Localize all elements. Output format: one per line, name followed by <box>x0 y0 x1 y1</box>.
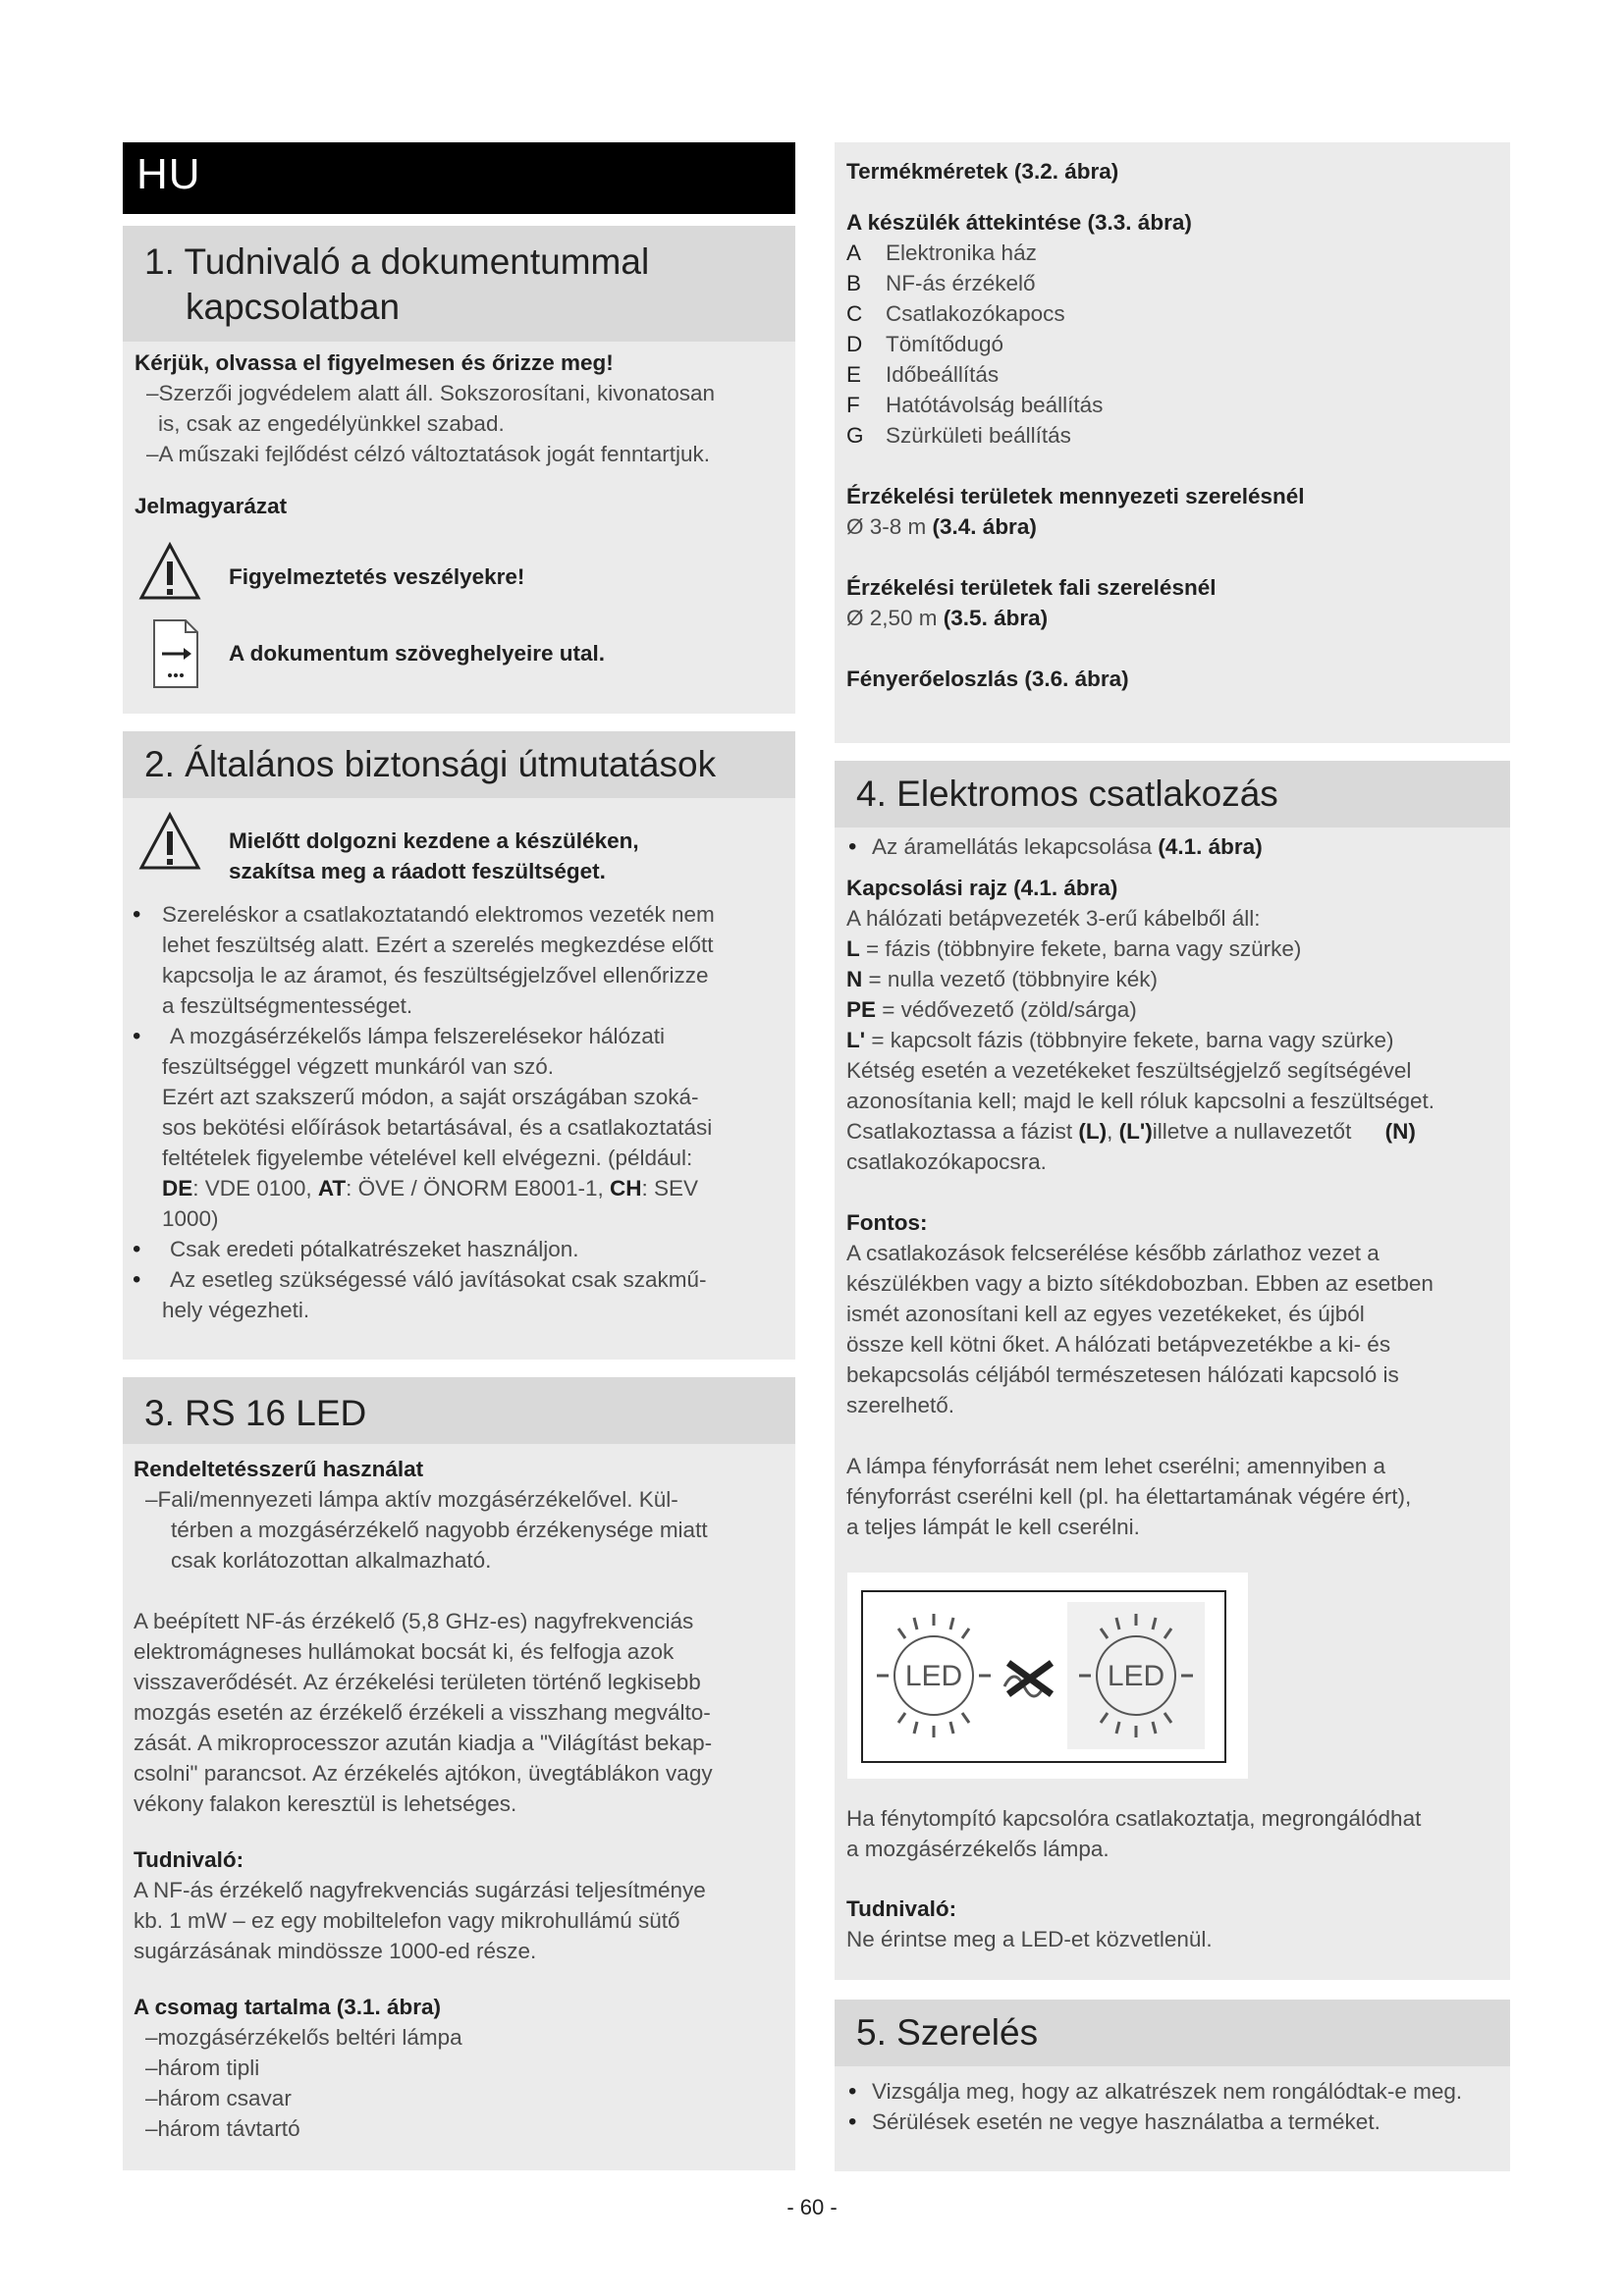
wire-pe: PE = védővezető (zöld/sárga) <box>846 997 1137 1022</box>
led-no-dimmer-figure <box>847 1573 1248 1779</box>
page-number: - 60 - <box>786 2195 838 2219</box>
section-3-box <box>123 1377 795 2170</box>
section-4-body-lower: Ha fénytompító kapcsolóra csatlakoztatja, megrongálódhat a mozgásérzékelős lámpa. Tudnivaló: Ne érintse meg a LED-et közvetlenül. <box>846 1803 1506 1954</box>
section-5-title: 5. Szerelés <box>856 2012 1039 2053</box>
led-note-heading: Tudnivaló: <box>846 1896 957 1921</box>
dimmer-icon <box>1001 1657 1059 1700</box>
wire-l-switched: L' = kapcsolt fázis (többnyire fekete, barna vagy szürke) <box>846 1028 1394 1052</box>
section-3-title: 3. RS 16 LED <box>144 1393 367 1433</box>
section-5-box <box>835 2000 1510 2171</box>
section-2-title: 2. Általános biztonsági útmutatások <box>144 744 717 784</box>
svg-text:LED: LED <box>1107 1660 1165 1692</box>
important-heading: Fontos: <box>846 1210 928 1235</box>
install-bullet-1: • Vizsgálja meg, hogy az alkatrészek nem rongálódtak-e meg. <box>846 2076 1506 2107</box>
copyright-line-2: is, csak az engedélyünkkel szabad. <box>158 411 505 436</box>
legend-heading: Jelmagyarázat <box>135 494 288 518</box>
safety-bullets <box>131 899 788 1325</box>
product-info-box <box>835 142 1510 743</box>
safety-bullet-4: • Az esetleg szükségessé váló javításokat csak szakmű- hely végezheti. <box>131 1264 788 1325</box>
norms-line: DE: VDE 0100, AT: ÖVE / ÖNORM E8001-1, CH: SEV <box>162 1176 699 1201</box>
led-bulb-icon <box>875 1602 993 1749</box>
section-4-box <box>835 761 1510 1980</box>
section-4-header <box>835 761 1510 828</box>
warning-triangle-icon <box>138 812 201 871</box>
light-distribution-heading: Fényerőeloszlás (3.6. ábra) <box>846 667 1129 691</box>
section-3-header <box>123 1377 795 1444</box>
section-1-box <box>123 226 795 714</box>
safety-warning: Mielőtt dolgozni kezdene a készüléken, szakítsa meg a ráadott feszültséget. <box>229 828 639 883</box>
overview-item-b: B NF-ás érzékelő <box>846 271 1036 295</box>
overview-item-a: A Elektronika ház <box>846 240 1037 265</box>
product-info-body <box>846 156 1504 694</box>
ceiling-range: Ø 3-8 m (3.4. ábra) <box>846 514 1037 539</box>
overview-item-g: G Szürkületi beállítás <box>846 423 1071 448</box>
language-label-bar <box>123 142 795 214</box>
section-1-header <box>123 226 795 342</box>
section-5-body <box>846 2076 1506 2137</box>
overview-item-e: E Időbeállítás <box>846 362 1000 387</box>
safety-bullet-3: • Csak eredeti pótalkatrészeket használjon. <box>131 1234 788 1264</box>
intended-use-heading: Rendeltetésszerű használat <box>134 1457 424 1481</box>
safety-bullet-1: • Szereléskor a csatlakoztatandó elektromos vezeték nem lehet feszültség alatt. Ezért a szerelés megkezdése előtt kapcsolja le az áramot, és feszültségjelzővel ellenőrizze a feszültségmentességet. <box>131 899 788 1021</box>
overview-item-f: F Hatótávolság beállítás <box>846 393 1104 417</box>
wall-heading: Érzékelési területek fali szerelésnél <box>846 575 1217 600</box>
wire-l: L = fázis (többnyire fekete, barna vagy szürke) <box>846 936 1302 961</box>
section-1-title: 1. Tudnivaló a dokumentummal kapcsolatban <box>144 241 650 327</box>
document-reference-icon <box>152 618 199 689</box>
section-5-header <box>835 2000 1510 2066</box>
led-bulb-icon <box>1077 1602 1195 1749</box>
overview-item-c: C Csatlakozókapocs <box>846 301 1065 326</box>
power-off-bullet: • Az áramellátás lekapcsolása (4.1. ábra) <box>846 831 1506 862</box>
read-heading: Kérjük, olvassa el figyelmesen és őrizze meg! <box>135 350 614 375</box>
safety-bullet-2: • A mozgásérzékelős lámpa felszerelésekor hálózati feszültséggel végzett munkáról van szó. Ezért azt szakszerű módon, a saját országában szoká- sos bekötési előírások betartásával, és a csatlakoztatási feltételek figyelembe vételével kell elvégezni. (például: DE: VDE 0100, AT: ÖVE / ÖNORM E8001-1, CH: SEV 1000) <box>131 1021 788 1234</box>
wire-n: N = nulla vezető (többnyire kék) <box>846 967 1159 991</box>
section-4-body: • Az áramellátás lekapcsolása (4.1. ábra) Kapcsolási rajz (4.1. ábra) A hálózati betápvezeték 3-erű kábelből áll: L = fázis (többnyire fekete, barna vagy szürke) N = nulla vezető (többnyire kék) PE = védővezető (zöld/sárga) L' = kapcsolt fázis (többnyire fekete, barna vagy szürke) Kétség esetén a vezetékeket feszültségjelző segítségével azonosítania kell; majd le kell róluk kapcsolni a feszültséget. Csatlakoztassa a fázist (L), (L')illetve a nullavezetőt (N) csatlakozókapocsra. Fontos: A csatlakozások felcserélése később zárlathoz vezet a készülékben vagy a bizto sítékdobozban. Ebben az esetben ismét azonosítani kell az egyes vezetékeket, és újból össze kell kötni őket. A hálózati betápvezetékbe a ki- és bekapcsolás céljából természetesen hálózati kapcsoló is szerelhető. A lámpa fényforrását nem lehet cserélni; amennyiben a fényforrást cserélni kell (pl. ha élettartamának végére ért), a teljes lámpát le kell cserélni. <box>846 831 1506 1542</box>
section-1-body <box>135 347 787 521</box>
language-label: HU <box>136 150 201 198</box>
section-2-header <box>123 731 795 798</box>
ceiling-heading: Érzékelési területek mennyezeti szerelésnél <box>846 484 1305 508</box>
overview-item-d: D Tömítődugó <box>846 332 1004 356</box>
wall-range: Ø 2,50 m (3.5. ábra) <box>846 606 1049 630</box>
section-4-title: 4. Elektromos csatlakozás <box>856 774 1278 814</box>
install-bullet-2: • Sérülések esetén ne vegye használatba a terméket. <box>846 2107 1506 2137</box>
wiring-heading: Kapcsolási rajz (4.1. ábra) <box>846 876 1118 900</box>
note-heading: Tudnivaló: <box>134 1847 244 1872</box>
section-3-body: Rendeltetésszerű használat –Fali/mennyezeti lámpa aktív mozgásérzékelővel. Kül- térben a mozgásérzékelő nagyobb érzékenysége miatt csak korlátozottan alkalmazható. A beépített NF-ás érzékelő (5,8 GHz-es) nagyfrekvenciás elektromágneses hullámokat bocsát ki, és felfogja azok visszaverődését. Az érzékelési területen történő legkisebb mozgás esetén az érzékelő érzékeli a visszhang megválto- zását. A mikroprocesszor azután kiadja a "Világítást bekap- csolni" parancsot. Az érzékelés ajtókon, üvegtáblákon vagy vékony falakon keresztül is lehetséges. Tudnivaló: A NF-ás érzékelő nagyfrekvenciás sugárzási teljesítménye kb. 1 mW – ez egy mobiltelefon vagy mikrohullámú sütő sugárzásának mindössze 1000-ed része. A csomag tartalma (3.1. ábra) –mozgásérzékelős beltéri lámpa –három tipli –három csavar –három távtartó <box>134 1454 786 2144</box>
section-2-box <box>123 731 795 1360</box>
dimensions-heading: Termékméretek (3.2. ábra) <box>846 159 1119 184</box>
warning-label: Figyelmeztetés veszélyekre! <box>229 564 525 589</box>
copyright-line-1: –Szerzői jogvédelem alatt áll. Sokszorosítani, kivonatosan <box>146 381 716 405</box>
svg-text:LED: LED <box>904 1660 963 1692</box>
tech-note: –A műszaki fejlődést célzó változtatások jogát fenntartjuk. <box>146 442 711 466</box>
package-heading: A csomag tartalma (3.1. ábra) <box>134 1995 442 2019</box>
warning-triangle-icon <box>138 542 201 601</box>
overview-heading: A készülék áttekintése (3.3. ábra) <box>846 210 1192 235</box>
doc-ref-label: A dokumentum szöveghelyeire utal. <box>229 641 606 666</box>
connect-line: Csatlakoztassa a fázist (L), (L')illetve a nullavezetőt (N) <box>846 1119 1416 1144</box>
